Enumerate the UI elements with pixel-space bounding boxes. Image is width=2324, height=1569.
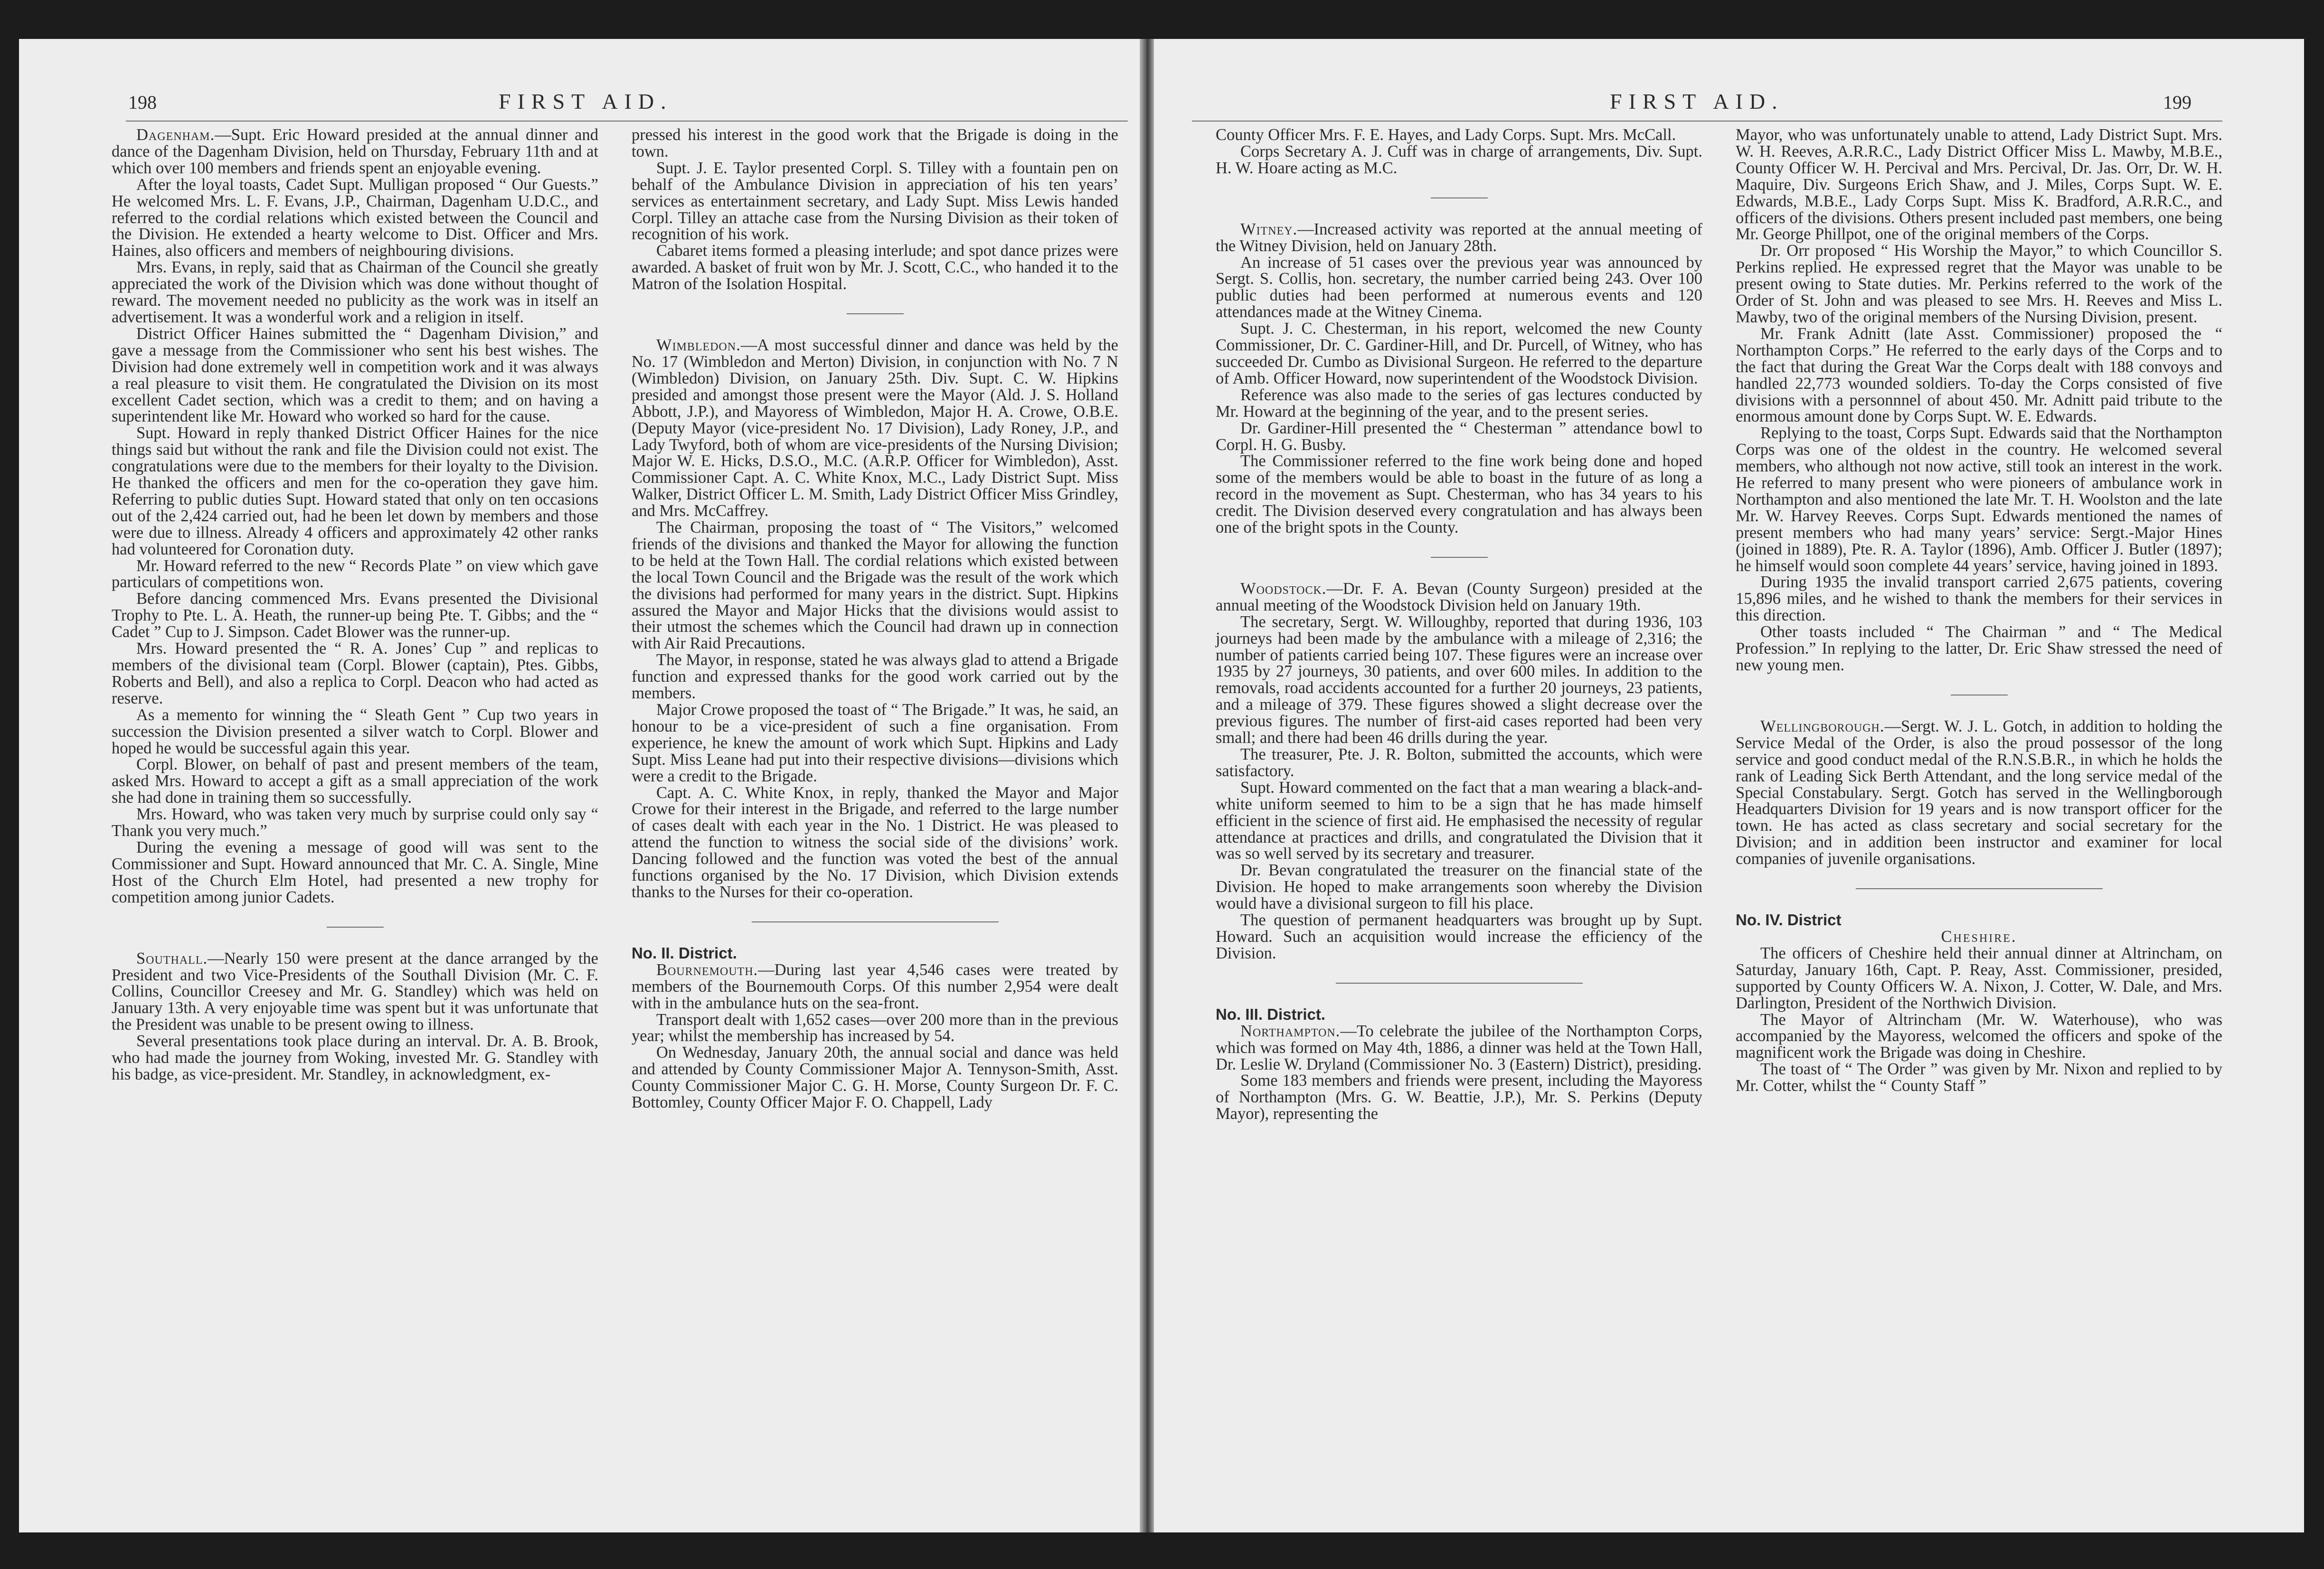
report-paragraph bbox=[632, 652, 1118, 702]
report-paragraph bbox=[1736, 1012, 2222, 1062]
report-paragraph bbox=[1216, 862, 1702, 912]
district-heading: No. II. District. bbox=[632, 944, 737, 962]
section-name: Witney. bbox=[1240, 220, 1298, 238]
text-column-2 bbox=[632, 127, 1118, 1111]
paragraph-text: The secretary, Sergt. W. Willoughby, reported that during 1936, 103 journeys had been made by the ambulance with a mileage of 2,316; the number of patients carried being 107. These figures were an increase over 1935 by 27 journeys, 30 patients, and over 600 miles. In addition to the removals, road accidents accounted for a further 20 journeys, 23 patients, and a mileage of 379. These figures showed a slight decrease over the previous figures. The number of first-aid cases reported had been very small; and there had been 46 drills during the year. bbox=[1216, 612, 1702, 747]
section-divider bbox=[1856, 888, 2103, 889]
paragraph-text: As a memento for winning the “ Sleath Gent ” Cup two years in succession the Division presented a silver watch to Corpl. Blower and hoped he would be successful again this year. bbox=[112, 705, 598, 757]
paragraph-text: Mayor, who was unfortunately unable to attend, Lady District Supt. Mrs. W. H. Reeves, A.R.R.C., Lady District Officer Miss L. Mawby, M.B.E., County Officer W. H. Percival and Mrs. Percival, Dr. Jas. Orr, Dr. W. H. Maquire, Div. Surgeons Erich Shaw, and J. Miles, Corps Supt. W. E. Edwards, M.B.E., Lady Corps Supt. Miss K. Bradford, A.R.R.C., and officers of the divisions. Others present included past members, one being Mr. George Phillpot, one of the original members of the Corps. bbox=[1736, 126, 2222, 244]
report-paragraph bbox=[112, 1033, 598, 1083]
paragraph-text: The Mayor, in response, stated he was always glad to attend a Brigade function and expressed thanks for the good work carried out by the members. bbox=[632, 651, 1118, 703]
report-paragraph bbox=[112, 558, 598, 591]
text-column-4 bbox=[1736, 127, 2222, 1094]
section-divider bbox=[752, 921, 999, 922]
running-head: FIRST AID. bbox=[1610, 89, 1784, 113]
report-paragraph-start bbox=[112, 127, 598, 177]
paragraph-text: —Dr. F. A. Bevan (County Surgeon) presided at the annual meeting of the Woodstock Division held on January 19th. bbox=[1216, 579, 1702, 614]
report-paragraph bbox=[1216, 912, 1702, 962]
section-name: Bournemouth. bbox=[656, 960, 758, 979]
report-paragraph bbox=[1216, 614, 1702, 746]
paragraph-text: Corps Secretary A. J. Cuff was in charge of arrangements, Div. Supt. H. W. Hoare acting as M.C. bbox=[1216, 142, 1702, 177]
report-paragraph-start bbox=[112, 950, 598, 1033]
book-gutter bbox=[1140, 39, 1154, 1532]
section-name: Wellingborough. bbox=[1760, 717, 1885, 735]
paragraph-text: Supt. J. C. Chesterman, in his report, welcomed the new County Commissioner, Dr. C. Gardiner-Hill, and Dr. Purcell, of Witney, who has succeeded Dr. Cumbo as Divisional Surgeon. He referred to the departure of Amb. Officer Howard, now superintendent of the Woodstock Division. bbox=[1216, 319, 1702, 387]
paragraph-text: Some 183 members and friends were present, including the Mayoress of Northampton (Mrs. G. W. Beattie, J.P.), Mr. S. Perkins (Deputy Mayor), representing the bbox=[1216, 1071, 1702, 1123]
report-paragraph bbox=[112, 756, 598, 806]
report-paragraph bbox=[1736, 574, 2222, 624]
section-name: Woodstock. bbox=[1240, 579, 1327, 598]
paragraph-text: —Supt. Eric Howard presided at the annual dinner and dance of the Dagenham Division, held on Thursday, February 11th and at which over 100 members and friends spent an enjoyable evening. bbox=[112, 126, 598, 177]
paragraph-text: The officers of Cheshire held their annual dinner at Altrincham, on Saturday, January 16th, Capt. P. Reay, Asst. Commissioner, presided, supported by County Officers W. A. Nixon, J. Cotter, W. Dale, and Mrs. Darlington, President of the Northwich Division. bbox=[1736, 944, 2222, 1012]
text-column-3 bbox=[1216, 127, 1702, 1122]
paragraph-text: Supt. Howard in reply thanked District Officer Haines for the nice things said but without the rank and file the Division could not exist. The congratulations were due to the members for their loyalty to the Division. He thanked the officers and men for the co-operation they gave him. Referring to public duties Supt. Howard stated that only on ten occasions out of the 2,424 carried out, had he been let down by members and those were due to illness. Already 4 officers and approximately 42 other ranks had volunteered for Coronation duty. bbox=[112, 424, 598, 558]
section-divider bbox=[1431, 197, 1488, 198]
section-divider bbox=[1431, 557, 1488, 558]
report-paragraph bbox=[632, 785, 1118, 901]
paragraph-text: During the evening a message of good will was sent to the Commissioner and Supt. Howard announced that Mr. C. A. Single, Mine Host of the Church Elm Hotel, had presented a new trophy for competition among junior Cadets. bbox=[112, 838, 598, 906]
report-paragraph bbox=[1736, 945, 2222, 1012]
paragraph-text: Dr. Gardiner-Hill presented the “ Chesterman ” attendance bowl to Corpl. H. G. Busby. bbox=[1216, 419, 1702, 454]
report-paragraph bbox=[1216, 1072, 1702, 1122]
section-name: Southall. bbox=[136, 949, 208, 968]
report-paragraph bbox=[1216, 254, 1702, 321]
paragraph-text: Before dancing commenced Mrs. Evans presented the Divisional Trophy to Pte. L. A. Heath, the runner-up being Pte. T. Gibbs; and the “ Cadet ” Cup to J. Simpson. Cadet Blower was the runner-up. bbox=[112, 590, 598, 641]
paragraph-text: Mr. Frank Adnitt (late Asst. Commissioner) proposed the “ Northampton Corps.” He referred to the early days of the Corps and to the fact that during the Great War the Corps dealt with 188 convoys and handled 22,773 wounded soldiers. To-day the Corps consisted of five divisions with a personnnel of about 450. Mr. Adnitt paid tribute to the enormous amount done by Corps Supt. W. E. Edwards. bbox=[1736, 324, 2222, 426]
report-paragraph bbox=[1216, 420, 1702, 453]
paragraph-text: The Mayor of Altrincham (Mr. W. Waterhouse), who was accompanied by the Mayoress, welcomed the officers and spoke of the magnificent work the Brigade was doing in Cheshire. bbox=[1736, 1010, 2222, 1062]
report-paragraph bbox=[1736, 1061, 2222, 1094]
report-paragraph-start bbox=[632, 337, 1118, 519]
report-paragraph bbox=[1216, 387, 1702, 420]
report-paragraph bbox=[1736, 326, 2222, 425]
report-paragraph bbox=[112, 591, 598, 640]
county-heading: Cheshire. bbox=[1941, 927, 2017, 946]
paragraph-text: —Nearly 150 were present at the dance arranged by the President and two Vice-Presidents of the Southall Division (Mr. C. F. Collins, Councillor Creesey and Mr. G. Standley) which was held on January 13th. A very enjoyable time was spent but it was unfortunate that the President was unable to be present owing to illness. bbox=[112, 949, 598, 1034]
paragraph-text: Transport dealt with 1,652 cases—over 200 more than in the previous year; whilst the membership has increased by 54. bbox=[632, 1010, 1118, 1045]
paragraph-text: After the loyal toasts, Cadet Supt. Mulligan proposed “ Our Guests.” He welcomed Mrs. L. F. Evans, J.P., Chairman, Dagenham U.D.C., and referred to the cordial relations which existed between the Council and the Division. He extended a hearty welcome to Dist. Officer and Mrs. Haines, also officers and members of neighbouring divisions. bbox=[112, 175, 598, 260]
paragraph-text: The toast of “ The Order ” was given by Mr. Nixon and replied to by Mr. Cotter, whilst the “ County Staff ” bbox=[1736, 1060, 2222, 1095]
report-paragraph bbox=[1216, 143, 1702, 177]
paragraph-text: Several presentations took place during an interval. Dr. A. B. Brook, who had made the journey from Woking, invested Mr. G. Standley with his badge, as vice-president. Mr. Standley, in acknowledgment, ex- bbox=[112, 1032, 598, 1083]
paragraph-text: During 1935 the invalid transport carried 2,675 patients, covering 15,896 miles, and he wished to thank the members for their services in this direction. bbox=[1736, 573, 2222, 625]
section-divider bbox=[327, 927, 384, 928]
district-heading: No. IV. District bbox=[1736, 911, 1842, 929]
paragraph-text: Cabaret items formed a pleasing interlude; and spot dance prizes were awarded. A basket of fruit won by Mr. J. Scott, C.C., who handed it to the Matron of the Isolation Hospital. bbox=[632, 242, 1118, 293]
paragraph-text: The treasurer, Pte. J. R. Bolton, submitted the accounts, which were satisfactory. bbox=[1216, 745, 1702, 780]
header-rule bbox=[126, 121, 1128, 122]
report-paragraph bbox=[112, 326, 598, 425]
paragraph-text: Corpl. Blower, on behalf of past and present members of the team, asked Mrs. Howard to accept a gift as a small appreciation of the work she had done in training them so successfully. bbox=[112, 755, 598, 807]
paragraph-text: Mrs. Evans, in reply, said that as Chairman of the Council she greatly appreciated the work of the Division which was done without thought of reward. The movement needed no publicity as the work was in itself an advertisement. It was a wonderful work and a religion in itself. bbox=[112, 258, 598, 326]
paragraph-text: —During last year 4,546 cases were treated by members of the Bournemouth Corps. Of this number 2,954 were dealt with in the ambulance huts on the sea-front. bbox=[632, 960, 1118, 1012]
paragraph-text: Supt. Howard commented on the fact that a man wearing a black-and-white uniform seemed to him to be a sign that he has made himself efficient in the science of first aid. He emphasised the necessity of regular attendance at practices and drills, and congratulated the Division that it was so well served by its secretary and treasurer. bbox=[1216, 778, 1702, 863]
report-paragraph bbox=[112, 177, 598, 260]
paragraph-text: County Officer Mrs. F. E. Hayes, and Lady Corps. Supt. Mrs. McCall. bbox=[1216, 126, 1676, 144]
report-paragraph bbox=[632, 519, 1118, 652]
report-paragraph bbox=[1216, 453, 1702, 536]
paragraph-text: Dr. Orr proposed “ His Worship the Mayor,” to which Councillor S. Perkins replied. He expressed regret that the Mayor was unable to be present owing to State duties. Mr. Perkins referred to the work of the Order of St. John and was pleased to see Mrs. H. Reeves and Miss L. Mawby, two of the original members of the Nursing Division, present. bbox=[1736, 242, 2222, 326]
page-number: 199 bbox=[2163, 92, 2192, 113]
report-paragraph bbox=[632, 243, 1118, 292]
report-paragraph bbox=[112, 707, 598, 757]
paragraph-text: —A most successful dinner and dance was held by the No. 17 (Wimbledon and Merton) Division, in conjunction with No. 7 N (Wimbledon) Division, on January 25th. Div. Supt. C. W. Hipkins presided and amongst those present were the Mayor (Ald. J. S. Holland Abbott, J.P.), and Mayoress of Wimbledon, Major H. A. Crowe, O.B.E. (Deputy Mayor (vice-president No. 17 Division), Lady Roney, J.P., and Lady Twyford, both of whom are vice-presidents of the Nursing Division; Major W. E. Hicks, D.S.O., M.C. (A.R.P. Officer for Wimbledon), Asst. Commissioner Capt. A. C. White Knox, M.C., Lady District Supt. Miss Walker, District Officer L. M. Smith, Lady District Officer Miss Grindley, and Mrs. McCaffrey. bbox=[632, 336, 1118, 520]
section-name: Wimbledon. bbox=[656, 336, 741, 355]
report-paragraph-start bbox=[632, 962, 1118, 1012]
paragraph-text: Reference was also made to the series of gas lectures conducted by Mr. Howard at the beginning of the year, and to the present series. bbox=[1216, 385, 1702, 421]
paragraph-text: The Chairman, proposing the toast of “ The Visitors,” welcomed friends of the divisions and thanked the Mayor for allowing the function to be held at the Town Hall. The cordial relations which existed between the local Town Council and the Brigade was the result of the work which the divisions had performed for many years in the district. Supt. Hipkins assured the Mayor and Major Hicks that the divisions would assist to their utmost the schemes which the Council had drawn up in connection with Air Raid Precautions. bbox=[632, 518, 1118, 653]
paragraph-text: Other toasts included “ The Chairman ” and “ The Medical Profession.” In replying to the latter, Dr. Eric Shaw stressed the need of new young men. bbox=[1736, 623, 2222, 674]
report-paragraph bbox=[1736, 127, 2222, 243]
report-paragraph bbox=[632, 1012, 1118, 1045]
section-name: Northampton. bbox=[1240, 1022, 1341, 1040]
report-paragraph bbox=[1736, 624, 2222, 674]
left-page bbox=[19, 39, 1140, 1532]
paragraph-text: Supt. J. E. Taylor presented Corpl. S. Tilley with a fountain pen on behalf of the Ambulance Division in appreciation of his ten years’ services as entertainment secretary, and Lady Supt. Miss Lewis handed Corpl. Tilley an attache case from the Nursing Division as their token of recognition of his work. bbox=[632, 159, 1118, 244]
paragraph-text: On Wednesday, January 20th, the annual social and dance was held and attended by County Commissioner Major A. Tennyson-Smith, Asst. County Commissioner Major C. G. H. Morse, County Surgeon Dr. F. C. Bottomley, County Officer Major F. O. Chappell, Lady bbox=[632, 1043, 1118, 1112]
report-paragraph bbox=[632, 127, 1118, 160]
paragraph-text: Replying to the toast, Corps Supt. Edwards said that the Northampton Corps was one of the oldest in the country. He welcomed several members, who although not now active, still took an interest in the work. He referred to many present who were pioneers of ambulance work in Northampton and also mentioned the late Mr. T. H. Woolston and the late Mr. W. Harvey Reeves. Corps Supt. Edwards mentioned the names of present members who had many years’ service: Sergt.-Major Hines (joined in 1889), Pte. R. A. Taylor (1896), Amb. Officer J. Butler (1897); he himself would soon complete 44 years’ service, having joined in 1893. bbox=[1736, 424, 2222, 575]
paragraph-text: Mrs. Howard presented the “ R. A. Jones’ Cup ” and replicas to members of the divisional team (Corpl. Blower (captain), Ptes. Gibbs, Roberts and Bell), and also a replica to Corpl. Deacon who had acted as reserve. bbox=[112, 639, 598, 707]
report-paragraph bbox=[1216, 746, 1702, 780]
report-paragraph-start bbox=[1216, 1023, 1702, 1073]
paragraph-text: Capt. A. C. White Knox, in reply, thanked the Mayor and Major Crowe for their interest in the Brigade, and referred to the large number of cases dealt with each year in the No. 1 District. He was pleased to attend the function to witness the social side of the divisions’ work. Dancing followed and the function was voted the best of the annual functions organised by the No. 17 Division, which Division extends thanks to the Nurses for their co-operation. bbox=[632, 783, 1118, 901]
paragraph-text: —To celebrate the jubilee of the Northampton Corps, which was formed on May 4th, 1886, a dinner was held at the Town Hall, Dr. Leslie W. Dryland (Commissioner No. 3 (Eastern) District), presiding. bbox=[1216, 1022, 1702, 1073]
report-paragraph bbox=[112, 640, 598, 707]
report-paragraph bbox=[1216, 780, 1702, 863]
paragraph-text: Major Crowe proposed the toast of “ The Brigade.” It was, he said, an honour to be a vice-president of such a fine organisation. From experience, he knew the amount of work which Supt. Hipkins and Lady Supt. Miss Leane had put into their respective divisions—divisions which were a credit to the Brigade. bbox=[632, 701, 1118, 785]
paragraph-text: The Commissioner referred to the fine work being done and hoped some of the members would be able to boast in the future of as long a record in the movement as Supt. Chesterman, who has 34 years to his credit. The Division deserved every congratulation and has always been one of the bright spots in the County. bbox=[1216, 452, 1702, 537]
report-paragraph bbox=[632, 702, 1118, 785]
section-divider bbox=[1336, 983, 1583, 984]
section-divider bbox=[847, 313, 904, 314]
report-paragraph-start bbox=[1736, 718, 2222, 867]
report-paragraph-start bbox=[1216, 581, 1702, 614]
paragraph-text: —Increased activity was reported at the annual meeting of the Witney Division, held on January 28th. bbox=[1216, 220, 1702, 255]
report-paragraph bbox=[1216, 127, 1702, 143]
report-paragraph bbox=[1736, 243, 2222, 326]
paragraph-text: Dr. Bevan congratulated the treasurer on the financial state of the Division. He hoped to make arrangements soon whereby the Division would have a divisional surgeon to fill his place. bbox=[1216, 861, 1702, 913]
right-page bbox=[1154, 39, 2304, 1532]
paragraph-text: District Officer Haines submitted the “ Dagenham Division,” and gave a message from the Commissioner who sent his best wishes. The Division had done extremely well in competition work and it was always a real pleasure to visit them. He congratulated the Division on its most excellent Cadet section, which was a credit to them; and on having a superintendent like Mr. Howard who worked so hard for the cause. bbox=[112, 324, 598, 426]
report-paragraph bbox=[112, 259, 598, 326]
page-number: 198 bbox=[128, 92, 157, 113]
paragraph-text: The question of permanent headquarters was brought up by Supt. Howard. Such an acquisition would increase the efficiency of the Division. bbox=[1216, 911, 1702, 962]
report-paragraph-start bbox=[1216, 221, 1702, 254]
report-paragraph bbox=[1216, 320, 1702, 387]
report-paragraph bbox=[632, 1044, 1118, 1111]
header-rule bbox=[1192, 121, 2222, 122]
report-paragraph bbox=[112, 806, 598, 839]
paragraph-text: Mrs. Howard, who was taken very much by surprise could only say “ Thank you very much.” bbox=[112, 805, 598, 840]
text-column-1 bbox=[112, 127, 598, 1083]
district-heading: No. III. District. bbox=[1216, 1005, 1326, 1023]
section-name: Dagenham. bbox=[136, 126, 215, 144]
report-paragraph bbox=[1736, 425, 2222, 574]
report-paragraph bbox=[112, 839, 598, 906]
paragraph-text: Mr. Howard referred to the new “ Records Plate ” on view which gave particulars of competitions won. bbox=[112, 556, 598, 592]
paragraph-text: pressed his interest in the good work that the Brigade is doing in the town. bbox=[632, 126, 1118, 160]
report-paragraph bbox=[632, 160, 1118, 243]
paragraph-text: An increase of 51 cases over the previous year was announced by Sergt. S. Collis, hon. secretary, the number carried being 243. Over 100 public duties had been performed at numerous events and 120 attendances made at the Witney Cinema. bbox=[1216, 253, 1702, 321]
report-paragraph bbox=[112, 425, 598, 557]
running-head: FIRST AID. bbox=[499, 89, 673, 113]
paragraph-text: —Sergt. W. J. L. Gotch, in addition to holding the Service Medal of the Order, is also the proud possessor of the long service and good conduct medal of the R.N.S.B.R., in which he holds the rank of Leading Sick Berth Attendant, and the long service medal of the Special Constabulary. Sergt. Gotch has served in the Wellingborough Headquarters Division for 19 years and is now transport officer for the town. He has acted as class secretary and social secretary for the Division; and in addition been instructor and examiner for local companies of juvenile organisations. bbox=[1736, 717, 2222, 868]
